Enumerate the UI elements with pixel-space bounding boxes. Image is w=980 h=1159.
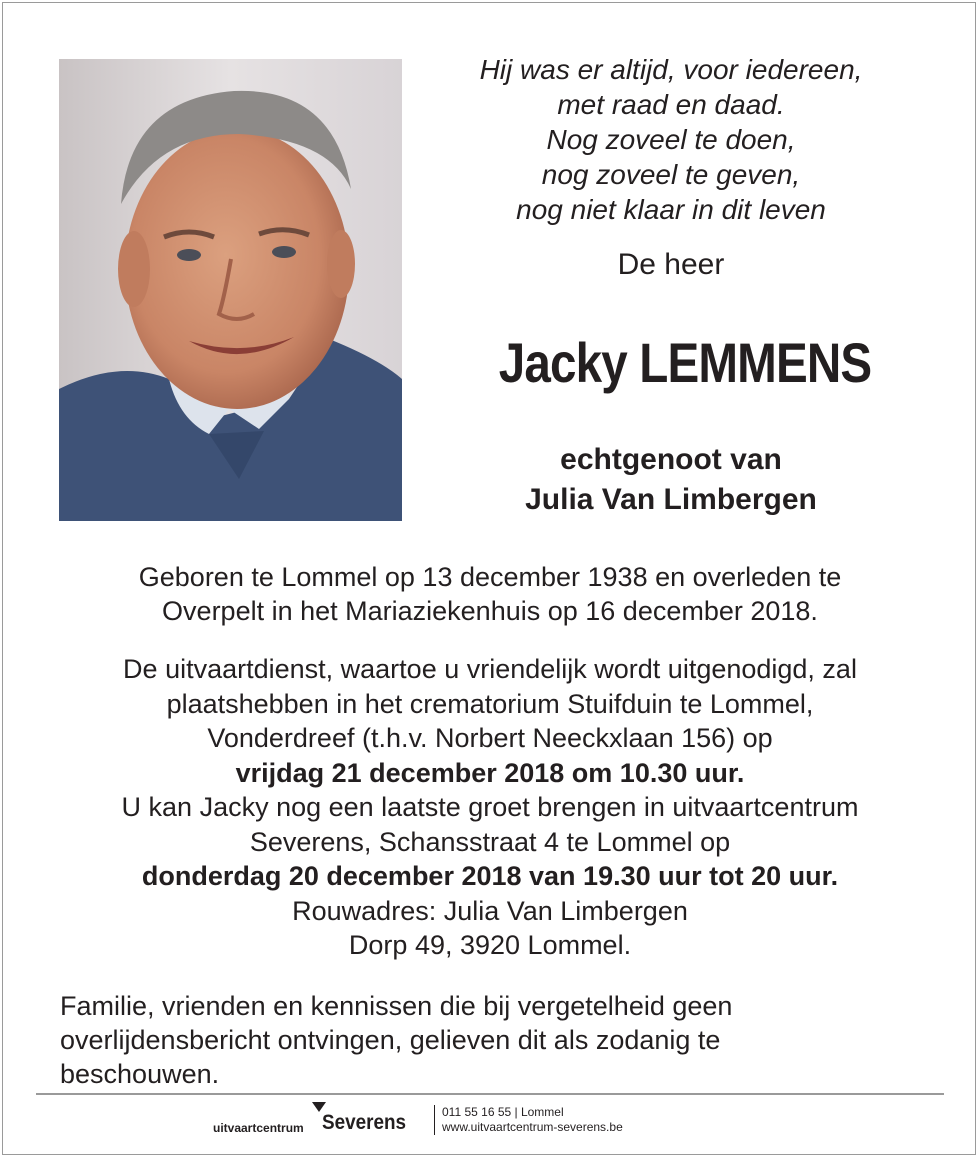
footer-prefix: uitvaartcentrum (213, 1121, 304, 1135)
service-line: Vonderdreef (t.h.v. Norbert Neeckxlaan 156) op (207, 723, 773, 753)
footer-brand: Severens (322, 1111, 407, 1134)
visitation-date: donderdag 20 december 2018 van 19.30 uur tot 20 uur. (141, 861, 839, 891)
closing-note (60, 989, 860, 1091)
birth-line: Geboren te Lommel op 13 december 1938 en overleden te (138, 562, 842, 592)
footer-contact (442, 1105, 623, 1135)
poem (436, 52, 906, 227)
deceased-name: Jacky LEMMENS (498, 331, 872, 394)
note-line: beschouwen. (60, 1059, 220, 1089)
mourning-address-street: Dorp 49, 3920 Lommel. (348, 930, 632, 960)
poem-line: Hij was er altijd, voor iedereen, (479, 54, 863, 85)
poem-line: Nog zoveel te doen, (546, 124, 796, 155)
mourning-address-name: Rouwadres: Julia Van Limbergen (292, 895, 688, 926)
note-line: overlijdensbericht ontvingen, gelieven dit als zodanig te (60, 1025, 721, 1055)
service-line: Severens, Schansstraat 4 te Lommel op (249, 826, 731, 857)
service-line: De uitvaartdienst, waartoe u vriendelijk wordt uitgenodigd, zal (123, 654, 857, 684)
service-line: plaatshebben in het crematorium Stuifduin te Lommel, (166, 688, 814, 719)
poem-line: nog niet klaar in dit leven (516, 194, 826, 225)
poem-line: nog zoveel te geven, (541, 159, 801, 190)
footer-separator (434, 1105, 435, 1135)
service-date: vrijdag 21 december 2018 om 10.30 uur. (235, 757, 745, 788)
footer (0, 1100, 980, 1140)
honorific: De heer (617, 248, 725, 281)
footer-divider (36, 1093, 944, 1095)
service-line: U kan Jacky nog een laatste groet brengen in uitvaartcentrum (121, 792, 859, 822)
service-info (30, 652, 950, 963)
note-line: Familie, vrienden en kennissen die bij vergetelheid geen (60, 991, 733, 1021)
spouse-name: Julia Van Limbergen (525, 483, 817, 516)
footer-phone: 011 55 16 55 | Lommel (442, 1105, 564, 1119)
spouse-block (436, 440, 906, 520)
portrait-photo (59, 59, 402, 521)
footer-website[interactable]: www.uitvaartcentrum-severens.be (442, 1120, 623, 1134)
spouse-relation: echtgenoot van (560, 443, 782, 476)
poem-line: met raad en daad. (557, 89, 785, 120)
birth-death-info (30, 560, 950, 628)
death-line: Overpelt in het Mariaziekenhuis op 16 december 2018. (162, 596, 818, 626)
